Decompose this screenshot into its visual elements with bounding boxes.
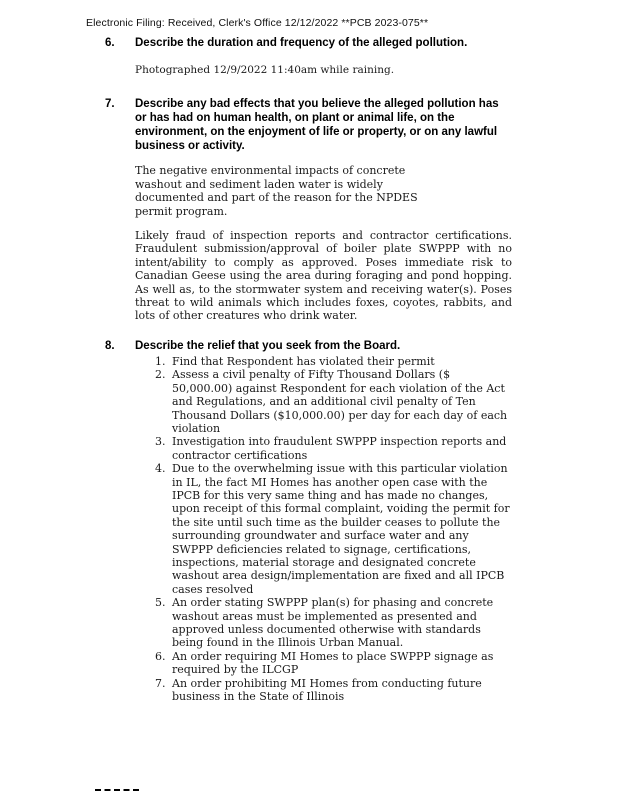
section-6-heading: Describe the duration and frequency of the alleged pollution. bbox=[135, 37, 468, 49]
section-6-number: 6. bbox=[105, 37, 115, 49]
filing-header: Electronic Filing: Received, Clerk's Office 12/12/2022 **PCB 2023-075** bbox=[86, 17, 429, 29]
relief-list bbox=[135, 355, 512, 704]
section-7 bbox=[86, 97, 512, 322]
section-8 bbox=[86, 339, 512, 704]
list-item bbox=[135, 368, 512, 435]
list-item bbox=[135, 596, 512, 650]
list-item bbox=[135, 677, 512, 704]
list-item-number: 5. bbox=[155, 596, 166, 610]
list-item-number: 2. bbox=[155, 368, 166, 382]
list-item bbox=[135, 462, 512, 596]
section-7-number: 7. bbox=[105, 98, 115, 111]
list-item bbox=[135, 650, 512, 677]
list-item-text: An order stating SWPPP plan(s) for phasing and concrete washout areas must be implemented as presented and approved unless documented otherwise with standards being found in the Illinois Urban Manual. bbox=[172, 596, 494, 650]
list-item-text: An order prohibiting MI Homes from conducting future business in the State of Illinois bbox=[172, 676, 482, 704]
list-item-number: 6. bbox=[155, 649, 166, 663]
section-7-paragraph-1: The negative environmental impacts of concrete washout and sediment laden water is widely documented and part of the reason for the NPDES permit program. bbox=[135, 164, 418, 218]
list-item bbox=[135, 435, 512, 462]
list-item-number: 7. bbox=[155, 676, 166, 690]
section-8-heading: Describe the relief that you seek from the Board. bbox=[135, 339, 401, 352]
section-6-paragraph: Photographed 12/9/2022 11:40am while raining. bbox=[135, 64, 395, 76]
page-footer-mark bbox=[95, 789, 139, 791]
list-item-number: 1. bbox=[155, 354, 166, 368]
list-item-number: 3. bbox=[155, 435, 166, 449]
list-item-text: Investigation into fraudulent SWPPP inspection reports and contractor certifications bbox=[172, 435, 507, 462]
section-6 bbox=[86, 36, 512, 77]
section-7-heading: Describe any bad effects that you believe the alleged pollution has or has had on human health, on plant or animal life, on the environment, on the enjoyment of life or property, or on any lawful business or activity. bbox=[135, 98, 499, 153]
list-item-text: Find that Respondent has violated their permit bbox=[172, 354, 435, 368]
section-8-number: 8. bbox=[105, 339, 115, 352]
section-7-paragraph-2: Likely fraud of inspection reports and contractor certifications. Fraudulent submission/approval of boiler plate SWPPP with no intent/ability to comply as approved. Poses immediate risk to Canadian Geese using the area during foraging and pond hopping. As well as, to the stormwater system and receiving water(s). Poses threat to wild animals which includes foxes, coyotes, rabbits, and lots of other creatures who drink water. bbox=[135, 229, 512, 323]
list-item bbox=[135, 355, 512, 368]
list-item-number: 4. bbox=[155, 462, 166, 476]
list-item-text: An order requiring MI Homes to place SWPPP signage as required by the ILCGP bbox=[172, 649, 494, 677]
list-item-text: Assess a civil penalty of Fifty Thousand Dollars ($ 50,000.00) against Respondent for each violation of the Act and Regulations, and an additional civil penalty of Ten Thousand Dollars ($10,000.00) per day for each day of each violation bbox=[172, 368, 508, 435]
list-item-text: Due to the overwhelming issue with this particular violation in IL, the fact MI Homes has another open case with the IPCB for this very same thing and has made no changes, upon receipt of this formal complaint, voiding the permit for the site until such time as the builder ceases to pollute the surrounding groundwater and surface water and any SWPPP deficiencies related to signage, certifications, inspections, material storage and designated concrete washout area design/implementation are fixed and all IPCB cases resolved bbox=[172, 462, 510, 596]
